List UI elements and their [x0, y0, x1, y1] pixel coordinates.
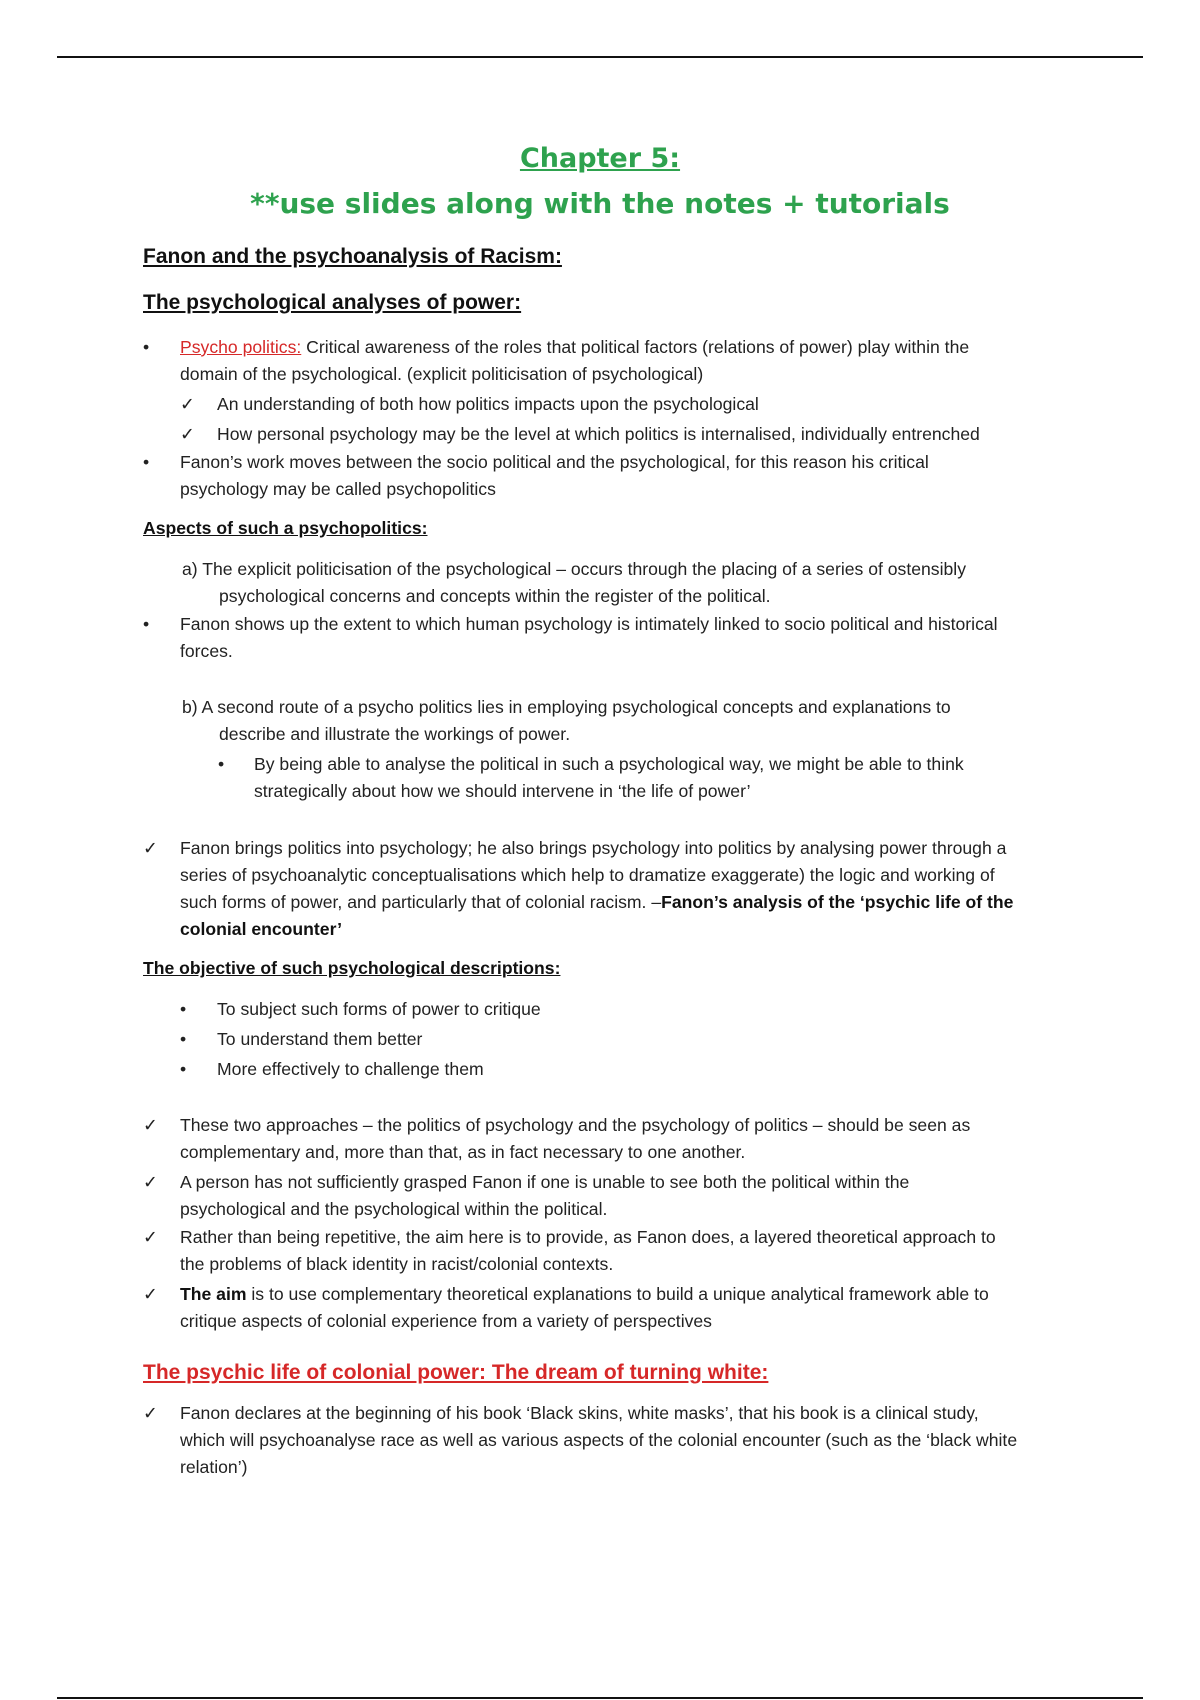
- list-item: • To subject such forms of power to critique: [143, 996, 1063, 1023]
- list-item-fanon-moves: • Fanon’s work moves between the socio political and the psychological, for this reason his critical psychology may be called psychopolitics: [143, 449, 1063, 503]
- list-item-check: ✓ How personal psychology may be the level at which politics is internalised, individually entrenched: [143, 421, 1063, 448]
- list-item-approaches: ✓ These two approaches – the politics of psychology and the psychology of politics – should be seen as complementary and, more than that, as in fact necessary to one another.: [143, 1112, 1063, 1166]
- title-block: [0, 140, 1200, 224]
- term-psycho-politics: Psycho politics:: [180, 337, 302, 357]
- check-icon: ✓: [143, 1115, 158, 1135]
- heading-power: The psychological analyses of power:: [143, 291, 522, 314]
- check-icon: ✓: [143, 1172, 158, 1192]
- heading-aspects: Aspects of such a psychopolitics:: [143, 518, 428, 538]
- list-item-grasped: ✓ A person has not sufficiently grasped Fanon if one is unable to see both the political within the psychological and the psychological within the political.: [143, 1169, 1063, 1223]
- list-item: • To understand them better: [143, 1026, 1063, 1053]
- subtitle-note: **use slides along with the notes + tutorials: [250, 187, 950, 220]
- bullet-icon: •: [180, 1029, 187, 1049]
- objectives-list: [143, 996, 1063, 1083]
- bullet-icon: •: [143, 452, 150, 472]
- top-rule: [57, 56, 1143, 58]
- list-item-rather: ✓ Rather than being repetitive, the aim here is to provide, as Fanon does, a layered theoretical approach to the problems of black identity in racist/colonial contexts.: [143, 1224, 1063, 1278]
- lettered-item-a: a) The explicit politicisation of the psychological – occurs through the placing of a series of ostensibly psychological concerns and concepts within the register of the political.: [182, 559, 967, 606]
- check-icon: ✓: [143, 1403, 158, 1423]
- list-item-check: ✓ An understanding of both how politics impacts upon the psychological: [143, 391, 1063, 418]
- lettered-item-b: b) A second route of a psycho politics lies in employing psychological concepts and explanations to describe and illustrate the workings of power.: [182, 697, 951, 744]
- bullet-icon: •: [143, 337, 150, 357]
- bullet-icon: •: [180, 999, 187, 1019]
- check-icon: ✓: [180, 394, 195, 414]
- list-item: • More effectively to challenge them: [143, 1056, 1063, 1083]
- document-body: [143, 243, 1063, 1481]
- heading-fanon: Fanon and the psychoanalysis of Racism:: [143, 245, 562, 268]
- list-item-aim: ✓ The aim is to use complementary theoretical explanations to build a unique analytical framework able to critique aspects of colonial experience from a variety of perspectives: [143, 1281, 1063, 1335]
- bullet-icon: •: [143, 614, 150, 634]
- list-item-psycho-politics: • Psycho politics: Critical awareness of the roles that political factors (relations of power) play within the domain of the psychological. (explicit politicisation of psychological): [143, 334, 1063, 388]
- check-icon: ✓: [143, 1284, 158, 1304]
- check-icon: ✓: [143, 838, 158, 858]
- bullet-icon: •: [180, 1059, 187, 1079]
- check-icon: ✓: [180, 424, 195, 444]
- bullet-icon: •: [218, 754, 225, 774]
- bottom-rule: [57, 1697, 1143, 1699]
- list-item-fanon-shows: • Fanon shows up the extent to which human psychology is intimately linked to socio political and historical forces.: [143, 611, 1063, 665]
- list-item-declares: ✓ Fanon declares at the beginning of his book ‘Black skins, white masks’, that his book is a clinical study, which will psychoanalyse race as well as various aspects of the colonial encounter (such as the ‘black white relation’): [143, 1400, 1063, 1481]
- chapter-title: Chapter 5:: [519, 143, 681, 174]
- check-icon: ✓: [143, 1227, 158, 1247]
- list-item-brings: ✓ Fanon brings politics into psychology; he also brings psychology into politics by analysing power through a series of psychoanalytic conceptualisations which help to dramatize exaggerate) the logic and working of such forms of power, and particularly that of colonial racism. –Fanon’s analysis of the ‘psychic life of the colonial encounter’: [143, 835, 1063, 943]
- heading-psychic-life: The psychic life of colonial power: The dream of turning white:: [143, 1361, 769, 1384]
- heading-objective: The objective of such psychological descriptions:: [143, 958, 561, 978]
- list-item-b-bullet: • By being able to analyse the political in such a psychological way, we might be able to think strategically about how we should intervene in ‘the life of power’: [143, 751, 1063, 805]
